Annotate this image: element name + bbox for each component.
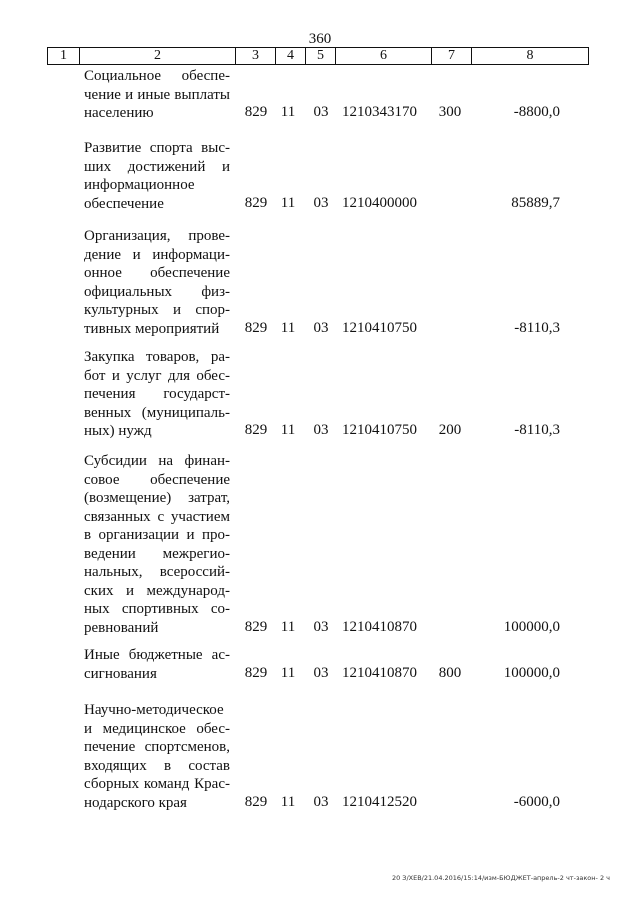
subsection-code: 03 — [313, 194, 329, 211]
row-values — [0, 195, 640, 214]
column-header-5: 5 — [306, 48, 336, 64]
department-code: 829 — [244, 793, 268, 810]
description-line: обеспечение — [84, 195, 164, 212]
description-line: совое обеспечение — [84, 471, 230, 488]
description-line: официальных физ- — [84, 283, 230, 300]
description-line: нодарского края — [84, 794, 187, 811]
row-values — [0, 619, 640, 638]
description-line: ших достижений и — [84, 158, 230, 175]
target-article-code: 1210410750 — [342, 319, 417, 336]
description-line: сигнования — [84, 665, 157, 682]
description-line: онное обеспечение — [84, 265, 230, 281]
department-code: 829 — [244, 664, 268, 681]
amount: -8110,3 — [514, 422, 560, 438]
description-line: нальных, всероссий- — [84, 564, 230, 580]
target-article-code: 1210410870 — [342, 618, 417, 635]
department-code: 829 — [244, 319, 268, 336]
section-code: 11 — [280, 319, 296, 336]
document-footer: 20 З/ХЕВ/21.04.2016/15:14/изм-БЮДЖЕТ-апрель-2 чт-закон- 2 ч — [391, 874, 610, 882]
description-line: дение и информаци- — [84, 246, 230, 263]
department-code: 829 — [244, 194, 268, 211]
description-line: Субсидии на финан- — [84, 453, 230, 469]
description-line: культурных и спор- — [84, 302, 230, 318]
description-line: населению — [84, 105, 154, 121]
column-header-6: 6 — [336, 48, 432, 64]
section-code: 11 — [280, 793, 296, 810]
description-line: Иные бюджетные ас- — [84, 647, 230, 663]
description-line: и медицинское обес- — [84, 720, 230, 737]
subsection-code: 03 — [313, 104, 329, 120]
column-header-3: 3 — [236, 48, 276, 64]
description-line: чение и иные выплаты — [84, 86, 230, 103]
target-article-code: 1210410870 — [342, 664, 417, 681]
amount: 100000,0 — [503, 664, 560, 681]
department-code: 829 — [244, 618, 268, 635]
subsection-code: 03 — [313, 793, 329, 810]
section-code: 11 — [280, 422, 296, 438]
amount: -8110,3 — [514, 319, 560, 336]
description-line: тивных мероприятий — [84, 320, 220, 337]
expense-type-code: 300 — [438, 104, 462, 120]
description-line: (возмещение) затрат, — [84, 490, 230, 506]
description-line: печения государст- — [84, 386, 230, 402]
target-article-code: 1210343170 — [342, 104, 417, 120]
description-line: Развитие спорта выс- — [84, 140, 230, 156]
section-code: 11 — [280, 104, 296, 120]
row-values — [0, 422, 640, 441]
row-values — [0, 320, 640, 339]
description-line: ревнований — [84, 619, 159, 636]
description-line: бот и услуг для обес- — [84, 367, 230, 384]
row-values — [0, 794, 640, 813]
description-line: информационное — [84, 177, 195, 193]
description-line: печение спортсменов, — [84, 739, 230, 755]
description-line: Научно-методическое — [84, 702, 224, 718]
amount: 100000,0 — [503, 618, 560, 635]
column-header-1: 1 — [48, 48, 80, 64]
subsection-code: 03 — [313, 664, 329, 681]
expense-type-code: 800 — [438, 664, 462, 681]
description-line: ведении межрегио- — [84, 545, 230, 562]
section-code: 11 — [280, 618, 296, 635]
column-header-row — [47, 47, 589, 65]
description-line: в организации и про- — [84, 527, 230, 543]
row-description — [84, 452, 230, 637]
subsection-code: 03 — [313, 422, 329, 438]
description-line: Закупка товаров, ра- — [84, 349, 230, 365]
target-article-code: 1210400000 — [342, 194, 417, 211]
column-header-8: 8 — [526, 48, 534, 63]
target-article-code: 1210410750 — [342, 422, 417, 438]
amount: 85889,7 — [511, 194, 560, 211]
row-values — [0, 665, 640, 684]
section-code: 11 — [280, 664, 296, 681]
description-line: входящих в состав — [84, 757, 230, 774]
description-line: венных (муниципаль- — [84, 404, 230, 421]
subsection-code: 03 — [313, 618, 329, 635]
description-line: ных) нужд — [84, 423, 152, 439]
department-code: 829 — [244, 422, 268, 438]
page-number: 360 — [308, 31, 332, 47]
amount: -6000,0 — [513, 793, 560, 810]
column-header-2: 2 — [80, 48, 236, 64]
column-header-4: 4 — [276, 48, 306, 64]
description-line: связанных с участием — [84, 508, 230, 525]
department-code: 829 — [244, 104, 268, 120]
description-line: Социальное обеспе- — [84, 68, 230, 84]
target-article-code: 1210412520 — [342, 793, 417, 810]
description-line: ских и международ- — [84, 582, 230, 599]
row-values — [0, 104, 640, 123]
subsection-code: 03 — [313, 319, 329, 336]
description-line: сборных команд Крас- — [84, 776, 230, 792]
section-code: 11 — [280, 194, 296, 211]
expense-type-code: 200 — [438, 422, 462, 438]
description-line: Организация, прове- — [84, 228, 230, 244]
column-header-7: 7 — [432, 48, 472, 64]
amount: -8800,0 — [513, 104, 560, 120]
description-line: ных спортивных со- — [84, 601, 230, 617]
